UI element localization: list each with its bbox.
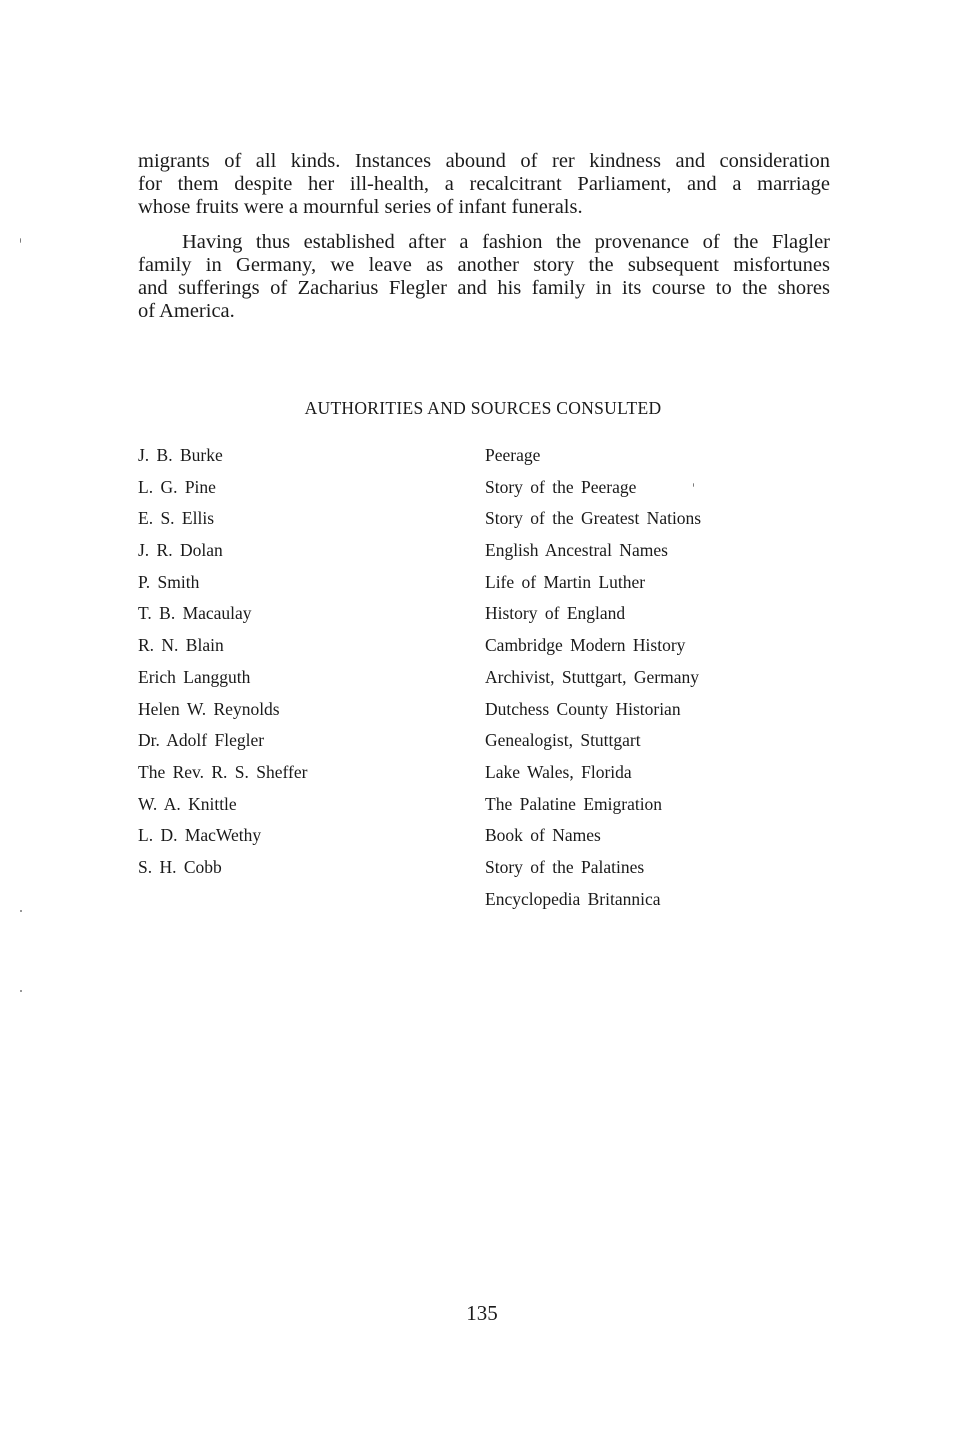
- sources-list: [485, 443, 701, 918]
- authors-list: [138, 443, 307, 887]
- paragraph-line: of America.: [138, 300, 235, 322]
- source-title: Cambridge Modern History: [485, 635, 686, 656]
- author-name: S. H. Cobb: [138, 856, 222, 877]
- source-title: Book of Names: [485, 825, 601, 846]
- author-name: W. A. Knittle: [138, 793, 237, 814]
- author-name: L. G. Pine: [138, 476, 216, 497]
- paragraph-line: Having thus established after a fashion the provenance of the Flagler: [182, 231, 830, 253]
- scan-speck: [20, 238, 21, 243]
- body-paragraph-1: [138, 150, 830, 219]
- paragraph-line: family in Germany, we leave as another story the subsequent misfortunes: [138, 254, 830, 276]
- source-title: Story of the Peerage: [485, 476, 637, 497]
- author-name: R. N. Blain: [138, 635, 224, 656]
- author-name: J. B. Burke: [138, 445, 223, 465]
- source-title: Life of Martin Luther: [485, 571, 646, 592]
- scan-speck: [20, 910, 22, 912]
- source-title: Lake Wales, Florida: [485, 761, 632, 782]
- author-name: P. Smith: [138, 571, 200, 592]
- source-title: English Ancestral Names: [485, 540, 668, 561]
- source-title: Peerage: [485, 445, 541, 465]
- source-title: Story of the Greatest Nations: [485, 508, 702, 529]
- paragraph-line: and sufferings of Zacharius Flegler and his family in its course to the shores: [138, 277, 830, 299]
- author-name: T. B. Macaulay: [138, 603, 252, 624]
- author-name: J. R. Dolan: [138, 540, 223, 561]
- paragraph-line: whose fruits were a mournful series of infant funerals.: [138, 196, 583, 218]
- source-title: Genealogist, Stuttgart: [485, 730, 641, 751]
- sources-heading: AUTHORITIES AND SOURCES CONSULTED: [304, 398, 662, 418]
- paragraph-line: migrants of all kinds. Instances abound of rer kindness and consideration: [138, 150, 830, 172]
- scan-speck: [20, 990, 22, 992]
- author-name: L. D. MacWethy: [138, 825, 262, 846]
- author-name: Dr. Adolf Flegler: [138, 730, 265, 751]
- author-name: The Rev. R. S. Sheffer: [138, 761, 308, 782]
- author-name: E. S. Ellis: [138, 508, 215, 529]
- source-title: History of England: [485, 603, 626, 624]
- body-paragraph-2: [138, 231, 830, 323]
- scan-speck: [693, 483, 694, 487]
- author-name: Helen W. Reynolds: [138, 698, 280, 719]
- paragraph-line: for them despite her ill-health, a recalcitrant Parliament, and a marriage: [138, 173, 830, 195]
- source-title: Dutchess County Historian: [485, 698, 681, 719]
- author-name: Erich Langguth: [138, 666, 251, 687]
- source-title: Story of the Palatines: [485, 856, 645, 877]
- page-number: 135: [466, 1301, 498, 1325]
- source-title: The Palatine Emigration: [485, 793, 663, 814]
- source-title: Archivist, Stuttgart, Germany: [485, 666, 700, 687]
- source-title: Encyclopedia Britannica: [485, 888, 661, 909]
